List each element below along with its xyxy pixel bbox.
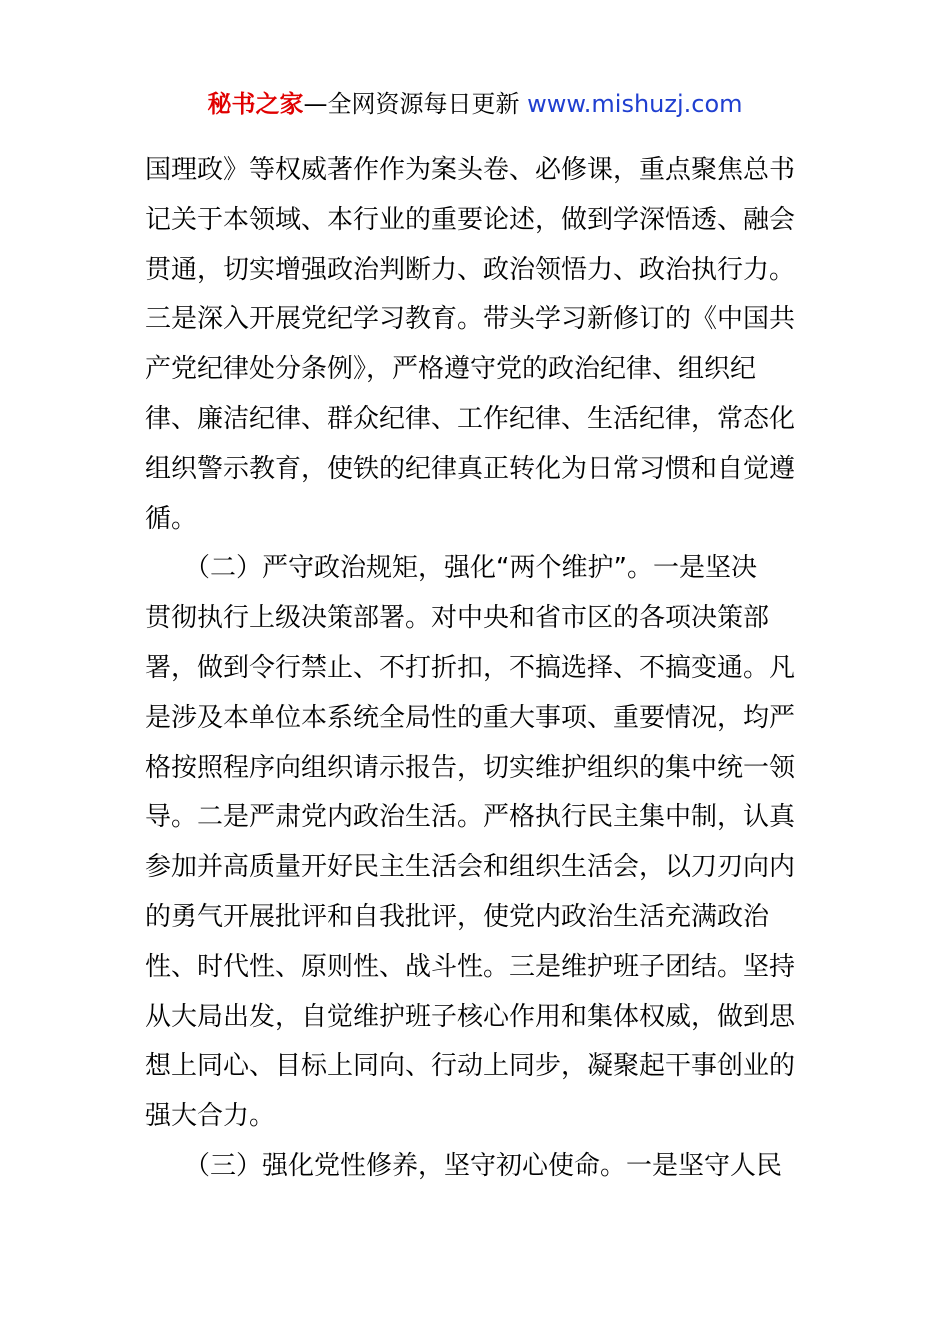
text-line: 循。 (145, 503, 198, 534)
site-header (0, 86, 950, 122)
section-heading-line: （三）强化党性修养，坚守初心使命。一是坚守人民 (145, 1150, 783, 1181)
text-line: 贯通，切实增强政治判断力、政治领悟力、政治执行力。 (145, 254, 796, 285)
text-line: 是涉及本单位本系统全局性的重大事项、重要情况，均严 (145, 702, 796, 733)
document-body (145, 146, 807, 1192)
site-url-link[interactable]: www.mishuzj.com (527, 90, 743, 118)
text-line: 参加并高质量开好民主生活会和组织生活会，以刀刃向内 (145, 852, 796, 883)
text-line: 署，做到令行禁止、不打折扣，不搞选择、不搞变通。凡 (145, 652, 796, 683)
text-line: 国理政》等权威著作作为案头卷、必修课，重点聚焦总书 (145, 155, 796, 185)
site-brand: 秘书之家 (207, 90, 304, 118)
section-heading-line: （二）严守政治规矩，强化“两个维护”。一是坚决 (145, 553, 757, 584)
text-line: 产党纪律处分条例》，严格遵守党的政治纪律、组织纪 (145, 354, 757, 385)
text-line: 组织警示教育，使铁的纪律真正转化为日常习惯和自觉遵 (145, 453, 796, 484)
text-line: 的勇气开展批评和自我批评，使党内政治生活充满政治 (145, 901, 770, 932)
text-line: 强大合力。 (145, 1101, 276, 1132)
text-line: 贯彻执行上级决策部署。对中央和省市区的各项决策部 (145, 603, 770, 634)
text-line: 导。二是严肃党内政治生活。严格执行民主集中制，认真 (145, 802, 796, 833)
text-line: 记关于本领域、本行业的重要论述，做到学深悟透、融会 (145, 204, 796, 235)
text-line: 从大局出发，自觉维护班子核心作用和集体权威，做到思 (145, 1001, 796, 1032)
site-tagline: —全网资源每日更新 (303, 90, 520, 118)
text-line: 想上同心、目标上同向、行动上同步，凝聚起干事创业的 (145, 1051, 796, 1082)
text-line: 三是深入开展党纪学习教育。带头学习新修订的《中国共 (145, 304, 796, 335)
text-line: 律、廉洁纪律、群众纪律、工作纪律、生活纪律，常态化 (145, 403, 796, 434)
text-line: 格按照程序向组织请示报告，切实维护组织的集中统一领 (145, 752, 796, 783)
text-line: 性、时代性、原则性、战斗性。三是维护班子团结。坚持 (145, 951, 796, 982)
